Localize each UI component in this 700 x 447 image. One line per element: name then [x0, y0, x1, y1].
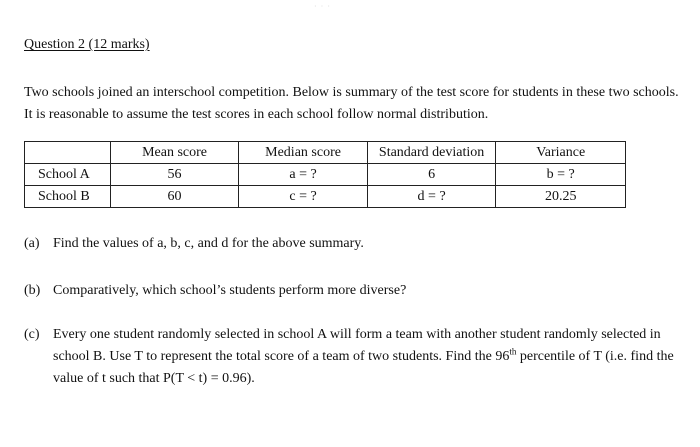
table-header-cell: Mean score: [110, 142, 238, 164]
table-cell: b = ?: [496, 164, 626, 186]
question-c-superscript: th: [509, 346, 517, 357]
question-c: [24, 324, 684, 390]
table-header-cell: [25, 142, 111, 164]
question-a-text: Find the values of a, b, c, and d for the above summary.: [53, 236, 364, 251]
table-header-cell: Variance: [496, 142, 626, 164]
table-cell: 56: [110, 164, 238, 186]
table-row: [25, 186, 626, 208]
table-header-cell: Median score: [239, 142, 368, 164]
table-row: [25, 164, 626, 186]
table-cell: 60: [110, 186, 238, 208]
table-cell: c = ?: [239, 186, 368, 208]
question-title: Question 2 (12 marks): [24, 37, 150, 52]
table-row-label: School A: [25, 164, 111, 186]
table-header-cell: Standard deviation: [367, 142, 496, 164]
question-c-text-before: Every one student randomly selected in school A will form a team with another student randomly selected in school B. Use T to represent the total score of a team of two students. Find the 96: [53, 327, 661, 364]
question-b-text: Comparatively, which school’s students perform more diverse?: [53, 283, 407, 298]
question-c-text: [53, 324, 684, 390]
table-cell: d = ?: [367, 186, 496, 208]
table-cell: a = ?: [239, 164, 368, 186]
question-a: [24, 233, 684, 255]
question-b-label: (b): [24, 283, 41, 298]
table-cell: 20.25: [496, 186, 626, 208]
question-b: [24, 280, 684, 302]
question-c-label: (c): [24, 327, 40, 342]
table-row-label: School B: [25, 186, 111, 208]
summary-table: [24, 141, 626, 208]
question-c-text-after: percentile of T (i.e. find the value of t such that P(T < t) = 0.96).: [53, 349, 674, 386]
table-header-row: [25, 142, 626, 164]
question-a-label: (a): [24, 236, 40, 251]
table-cell: 6: [367, 164, 496, 186]
intro-paragraph: Two schools joined an interschool competition. Below is summary of the test score for students in these two schools. It is reasonable to assume the test scores in each school follow normal distribution.: [24, 85, 679, 122]
faint-mark: · · ·: [314, 2, 331, 11]
